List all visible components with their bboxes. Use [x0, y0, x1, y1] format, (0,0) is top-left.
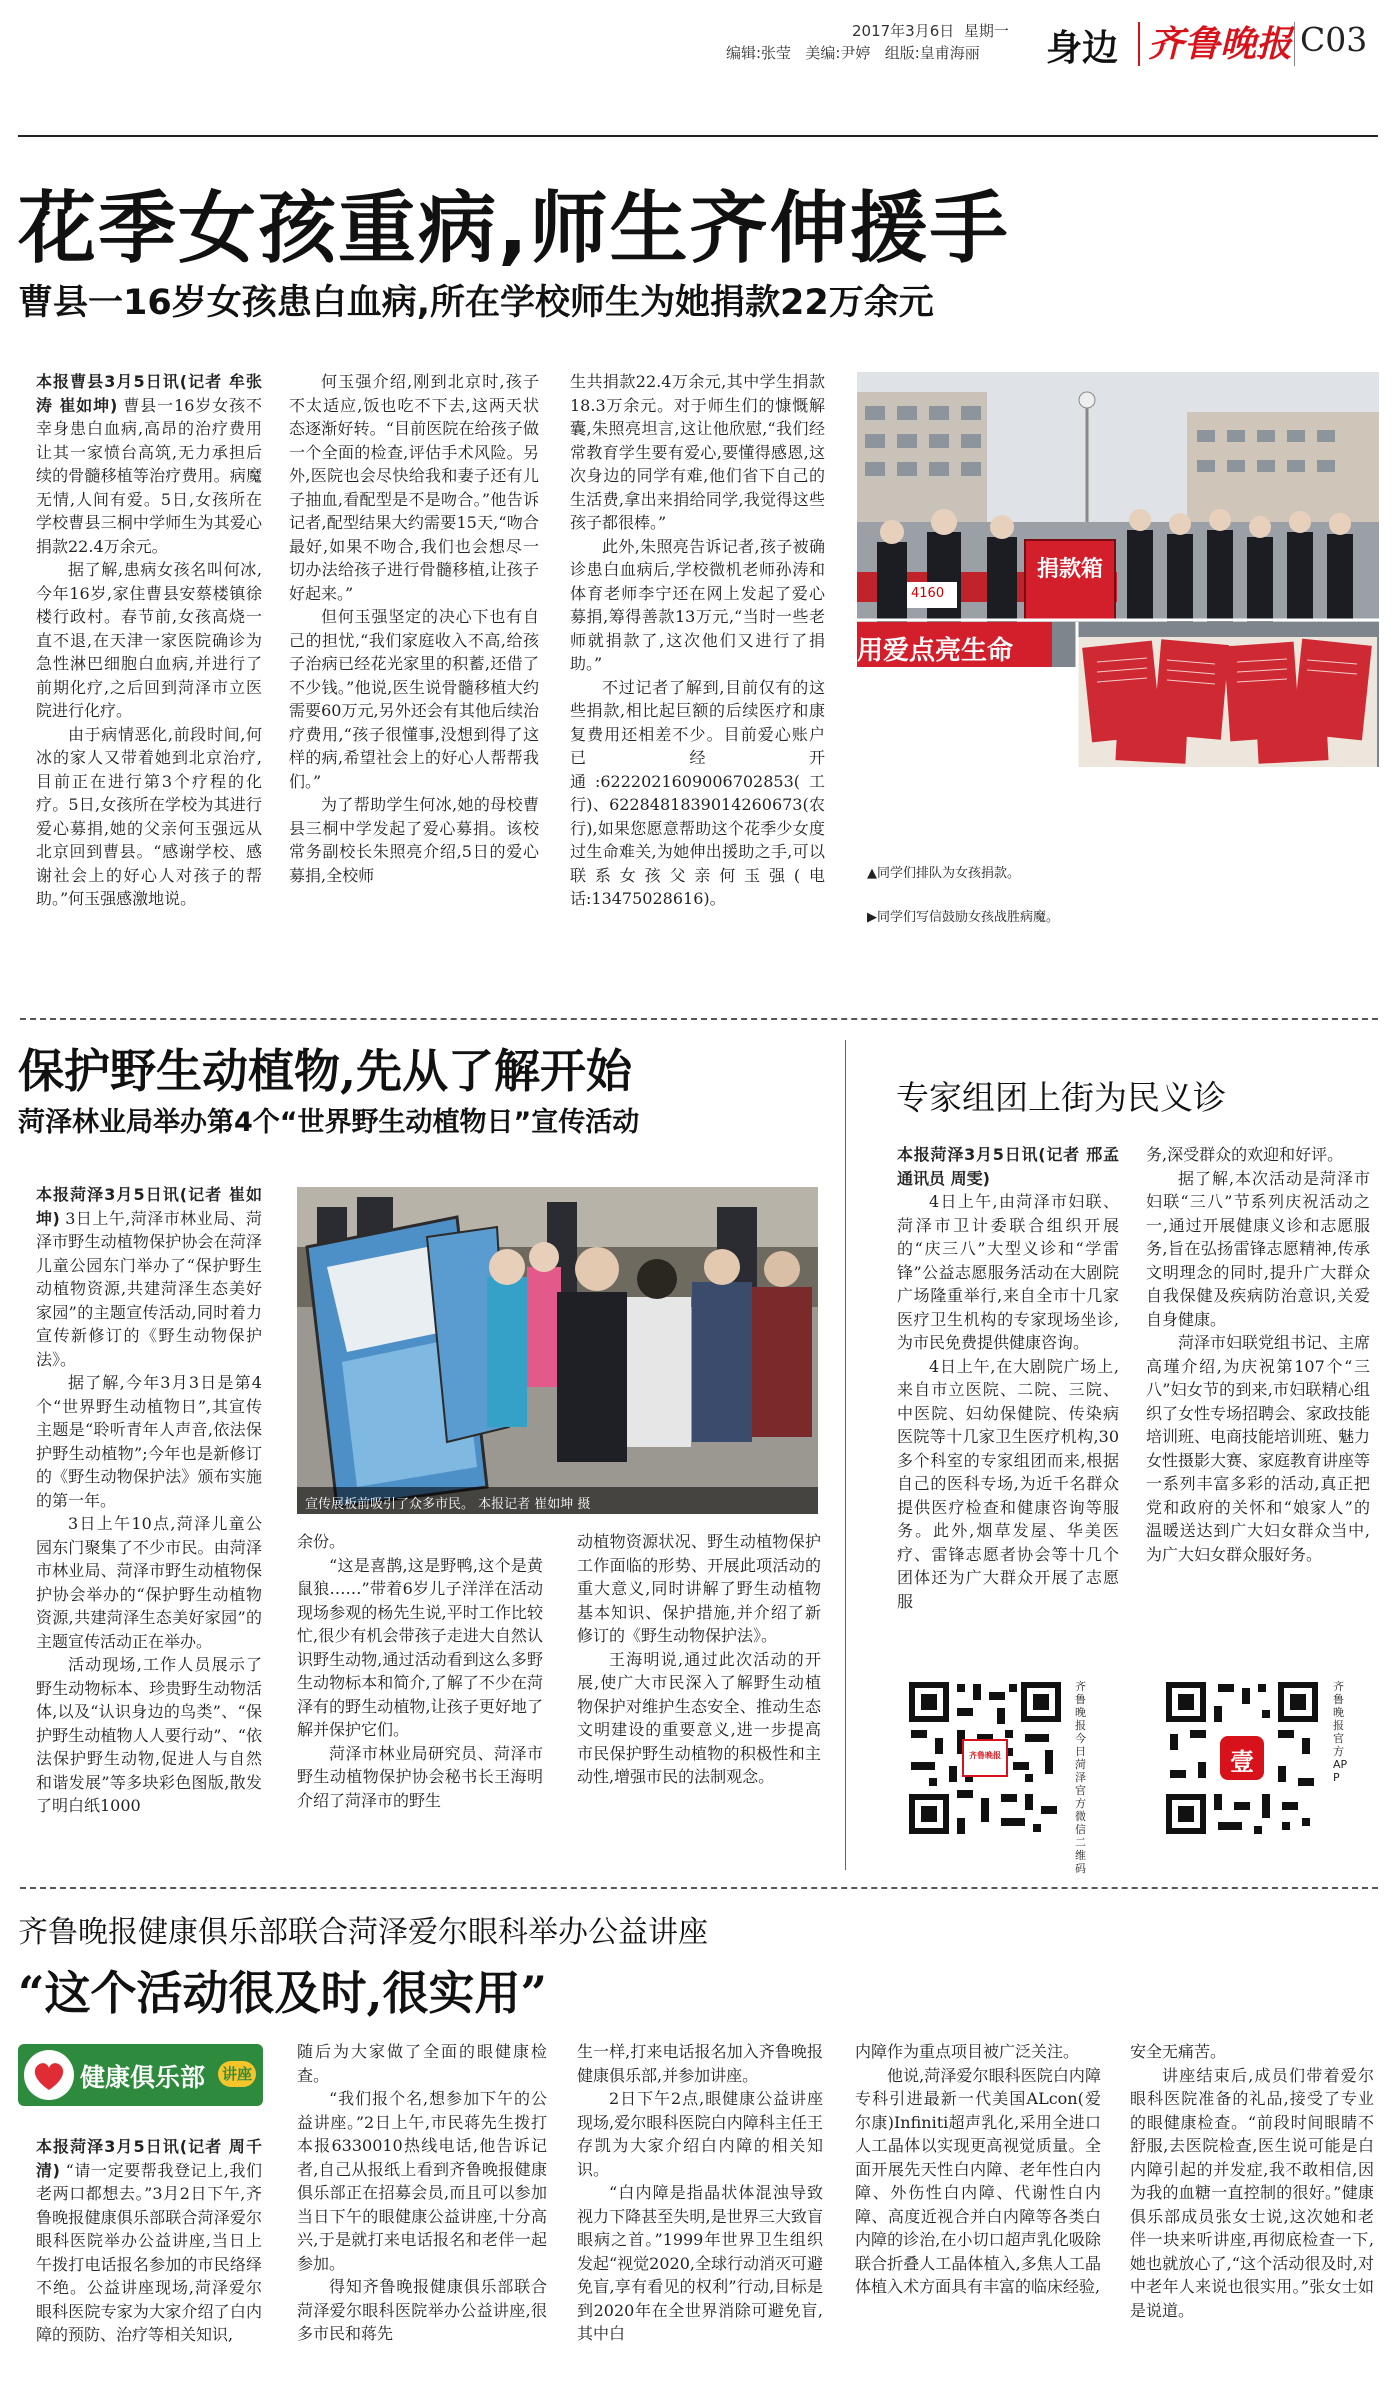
- article4-kicker: 齐鲁晚报健康俱乐部联合菏泽爱尔眼科举办公益讲座: [18, 1915, 708, 1950]
- article2-headline: 保护野生动植物,先从了解开始: [18, 1044, 633, 1098]
- article2-column-2: [297, 1530, 543, 1865]
- header-divider-2: [1294, 22, 1295, 66]
- article1-text: 何玉强介绍,刚到北京时,孩子不太适应,饭也吃不下去,这两天状态逐渐好转。“目前医院在给孩子做一个全面的检查,评估手术风险。另外,医院也会尽快给我和妻子还有儿子抽血,看配型是不是吻合。”他告诉记者,配型结果大约需要15天,“吻合最好,如果不吻合,我们也会想尽一切办法给孩子进行骨髓移植,让孩子好起来。”: [289, 372, 539, 603]
- article1-column-3: [570, 370, 825, 965]
- article1-text: 此外,朱照亮告诉记者,孩子被确诊患白血病后,学校微机老师孙涛和体育老师李宁还在网上发起了爱心募捐,筹得善款13万元,“当时一些老师就捐款了,这次他们又进行了捐助。”: [570, 536, 825, 673]
- article4-text: 得知齐鲁晚报健康俱乐部联合菏泽爱尔眼科医院举办公益讲座,很多市民和蒋先: [297, 2277, 547, 2343]
- article4-text: 2日下午2点,眼健康公益讲座现场,爱尔眼科医院白内障科主任王存凯为大家介绍白内障的相关知识。: [577, 2089, 823, 2179]
- page-number: C03: [1300, 20, 1368, 59]
- wechat-qr-label: 齐鲁晚报今日菏泽官方微信二维码: [1075, 1680, 1086, 1875]
- article4-column-2: [297, 2040, 547, 2390]
- article4-headline: “这个活动很及时,很实用”: [18, 1966, 547, 2020]
- article2-text: 菏泽市林业局研究员、菏泽市野生动植物保护协会秘书长王海明介绍了菏泽市的野生: [297, 1743, 543, 1810]
- article4-column-1: [36, 2135, 262, 2390]
- article1-dateline: 本报曹县3月5日讯(记者 牟张涛 崔如坤): [36, 372, 262, 415]
- article4-text: “请一定要帮我登记上,我们老两口都想去。”3月2日下午,齐鲁晚报健康俱乐部联合菏泽爱尔眼科医院举办公益讲座,当日上午拨打电话报名参加的市民络绎不绝。公益讲座现场,菏泽爱尔眼科医院专家为大家介绍了白内障的预防、治疗等相关知识,: [36, 2160, 262, 2344]
- article4-column-4: [855, 2040, 1101, 2390]
- article4-text: 内障作为重点项目被广泛关注。: [855, 2042, 1080, 2061]
- article2-text: 余份。: [297, 1532, 346, 1551]
- heart-icon: [24, 2050, 74, 2100]
- section-divider: [20, 1887, 1378, 1889]
- article2-text: “这是喜鹊,这是野鸭,这个是黄鼠狼……”带着6岁儿子洋洋在活动现场参观的杨先生说,平时工作比较忙,很少有机会带孩子走进大自然认识野生动物,通过活动看到这么多野生动物标本和简介,了解了不少在菏泽有的野生动植物,让孩子更好地了解并保护它们。: [297, 1555, 543, 1739]
- article1-subhead: 曹县一16岁女孩患白血病,所在学校师生为她捐款22万余元: [18, 283, 934, 323]
- app-qr-code: [1162, 1678, 1322, 1838]
- section-name: 身边: [1046, 28, 1119, 69]
- date: 2017年3月6日: [852, 22, 955, 40]
- health-club-logo-text: 健康俱乐部: [80, 2063, 206, 2092]
- wildlife-photo: [297, 1187, 818, 1514]
- article3-text: 菏泽市妇联党组书记、主席高瑾介绍,为庆祝第107个“三八”妇女节的到来,市妇联精心组织了女性专场招聘会、家政技能培训班、电商技能培训班、魅力女性摄影大赛、家庭教育讲座等一系列丰富多彩的活动,真正把党和政府的关怀和“娘家人”的温暖送达到广大妇女群众当中,为广大妇女群众服好务。: [1146, 1333, 1370, 1564]
- app-qr-logo: 壹: [1230, 1748, 1254, 1776]
- weekday: 星期一: [963, 22, 1009, 40]
- header-rule: [18, 135, 1378, 137]
- article2-text: 3日上午,菏泽市林业局、菏泽市野生动植物保护协会在菏泽儿童公园东门举办了“保护野生动植物资源,共建菏泽生态美好家园”的主题宣传活动,同时着力宣传新修订的《野生动物保护法》。: [36, 1208, 262, 1369]
- article4-dateline: 本报菏泽3月5日讯(记者 周千清): [36, 2137, 262, 2180]
- article3-column-2: [1146, 1143, 1370, 1663]
- article1-text: 为了帮助学生何冰,她的母校曹县三桐中学发起了爱心募捐。该校常务副校长朱照亮介绍,5日的爱心募捐,全校师: [289, 795, 539, 885]
- section-divider: [20, 1018, 1378, 1020]
- donation-box-sign: 捐款箱: [1036, 557, 1103, 582]
- column-rule: [845, 1040, 846, 1870]
- article4-text: 他说,菏泽爱尔眼科医院白内障专科引进最新一代美国ALcon(爱尔康)Infiniti超声乳化,采用全进口人工晶体以实现更高视觉质量。全面开展先天性白内障、老年性白内障、外伤性白内障、代谢性白内障、高度近视合并白内障等各类白内障的诊治,在小切口超声乳化吸除联合折叠人工晶体植入,多焦人工晶体植入术方面具有丰富的临床经验,: [855, 2065, 1101, 2296]
- article1-headline: 花季女孩重病,师生齐伸援手: [18, 184, 1010, 274]
- article2-dateline: 本报菏泽3月5日讯(记者 崔如坤): [36, 1185, 262, 1228]
- paper-logo: 齐鲁晚报: [1148, 23, 1293, 65]
- article2-column-3: [577, 1530, 821, 1865]
- article2-column-1: [36, 1183, 262, 1863]
- wildlife-photo-caption: 宣传展板前吸引了众多市民。 本报记者 崔如坤 摄: [305, 1497, 591, 1512]
- article1-column-2: [289, 370, 539, 965]
- issue-date: [852, 20, 1009, 41]
- article3-text: 4日上午,由菏泽市妇联、菏泽市卫计委联合组织开展的“庆三八”大型义诊和“学雷锋”公益志愿服务活动在大剧院广场隆重举行,来自全市十几家医疗卫生机构的专家现场坐诊,为市民免费提供健康咨询。: [897, 1192, 1119, 1352]
- donation-photo: [857, 372, 1379, 767]
- health-club-emblem: [24, 2050, 74, 2100]
- donation-banner: 用爱点亮生命: [857, 636, 1014, 666]
- editor-credits: 编辑:张莹 美编:尹婷 组版:皇甫海丽: [726, 44, 980, 62]
- article2-text: 活动现场,工作人员展示了野生动物标本、珍贵野生动物活体,以及“认识身边的鸟类”、“保护野生动植物人人要行动”、“依法保护野生动物,促进人与自然和谐发展”等多块彩色图版,散发了明白纸1000: [36, 1655, 262, 1815]
- wildlife-photo-art: [297, 1187, 818, 1514]
- article2-subhead: 菏泽林业局举办第4个“世界野生动植物日”宣传活动: [18, 1107, 640, 1138]
- article3-headline: 专家组团上街为民义诊: [896, 1078, 1226, 1117]
- article1-column-1: [36, 370, 262, 965]
- article2-text: 动植物资源状况、野生动植物保护工作面临的形势、开展此项活动的重大意义,同时讲解了野生动植物基本知识、保护措施,并介绍了新修订的《野生动物保护法》。: [577, 1532, 821, 1645]
- article4-column-5: [1130, 2040, 1374, 2390]
- article1-text: 由于病情恶化,前段时间,何冰的家人又带着她到北京治疗,目前正在进行第3个疗程的化疗。5日,女孩所在学校为其进行爱心募捐,她的父亲何玉强远从北京回到曹县。“感谢学校、感谢社会上的好心人对孩子的帮助。”何玉强感激地说。: [36, 724, 262, 908]
- article4-text: 随后为大家做了全面的眼健康检查。: [297, 2042, 547, 2085]
- article2-text: 王海明说,通过此次活动的开展,使广大市民深入了解野生动植物保护对维护生态安全、推动生态文明建设的重要意义,进一步提高市民保护野生动植物的积极性和主动性,增强市民的法制观念。: [577, 1649, 821, 1786]
- article2-text: 据了解,今年3月3日是第4个“世界野生动植物日”,其宣传主题是“聆听青年人声音,依法保护野生动植物”;今年也是新修订的《野生动物保护法》颁布实施的第一年。: [36, 1373, 262, 1510]
- donation-amount-sign: 4160: [911, 586, 945, 601]
- wechat-qr-code: [905, 1678, 1065, 1838]
- article3-text: 务,深受群众的欢迎和好评。: [1146, 1145, 1344, 1164]
- article1-text: 曹县一16岁女孩不幸身患白血病,高昂的治疗费用让其一家愤台高筑,无力承担后续的骨髓移植等治疗费用。病魔无情,人间有爱。5日,女孩所在学校曹县三桐中学师生为其爱心捐款22.4万余元。: [36, 395, 262, 556]
- article3-text: 4日上午,在大剧院广场上,来自市立医院、二院、三院、中医院、妇幼保健院、传染病医院等十几家卫生医疗机构,30多个科室的专家组团而来,根据自己的医科专场,为近千名群众提供医疗检查和健康咨询等服务。此外,烟草发屋、华美医疗、雷锋志愿者协会等十几个团体还为广大群众开展了志愿服: [897, 1356, 1119, 1611]
- app-qr-label: 齐鲁晚报官方APP: [1333, 1680, 1348, 1784]
- article3-dateline: 本报菏泽3月5日讯(记者 邢孟 通讯员 周雯): [897, 1145, 1119, 1188]
- donation-caption-1: ▲同学们排队为女孩捐款。: [867, 866, 1020, 881]
- article4-text: 生一样,打来电话报名加入齐鲁晚报健康俱乐部,并参加讲座。: [577, 2042, 823, 2085]
- header-divider: [1138, 22, 1140, 66]
- article4-column-3: [577, 2040, 823, 2390]
- article3-column-1: [897, 1143, 1119, 1663]
- article1-text: 据了解,患病女孩名叫何冰,今年16岁,家住曹县安蔡楼镇徐楼行政村。春节前,女孩高烧一直不退,在天津一家医院确诊为急性淋巴细胞白血病,并进行了前期化疗,之后回到菏泽市立医院进行化疗。: [36, 560, 262, 720]
- qr-center-logo: 齐鲁晚报: [969, 1751, 1001, 1760]
- donation-photo-art: [857, 372, 1379, 767]
- donation-caption-2: ▶同学们写信鼓励女孩战胜病魔。: [867, 910, 1059, 925]
- article1-text: 生共捐款22.4万余元,其中学生捐款18.3万余元。对于师生们的慷慨解囊,朱照亮坦言,这让他欣慰,“我们经常教育学生要有爱心,要懂得感恩,这次身边的同学有难,他们省下自己的生活费,拿出来捐给同学,我觉得这些孩子都很棒。”: [570, 372, 825, 532]
- article2-text: 3日上午10点,菏泽儿童公园东门聚集了不少市民。由菏泽市林业局、菏泽市野生动植物保护协会举办的“保护野生动植物资源,共建菏泽生态美好家园”的主题宣传活动正在举办。: [36, 1514, 262, 1651]
- article4-text: 安全无痛苦。: [1130, 2042, 1227, 2061]
- article1-text: 但何玉强坚定的决心下也有自己的担忧,“我们家庭收入不高,给孩子治病已经花光家里的积蓄,还借了不少钱。”他说,医生说骨髓移植大约需要60万元,另外还会有其他后续治疗费用,“孩子很懂事,没想到得了这样的病,希望社会上的好心人帮帮我们。”: [289, 607, 539, 791]
- article1-text: 不过记者了解到,目前仅有的这些捐款,相比起巨额的后续医疗和康复费用还相差不少。目前爱心账户已经开通:6222021609006702853(工行)、6228481839014260673(农行),如果您愿意帮助这个花季少女度过生命难关,为她伸出援助之手,可以联系女孩父亲何玉强(电话:13475028616)。: [570, 677, 825, 908]
- article4-text: “白内障是指晶状体混浊导致视力下降甚至失明,是世界三大致盲眼病之首。”1999年世界卫生组织发起“视觉2020,全球行动消灭可避免盲,享有看见的权利”行动,目标是到2020年在全世界消除可避免盲,其中白: [577, 2183, 823, 2343]
- article4-text: 讲座结束后,成员们带着爱尔眼科医院准备的礼品,接受了专业的眼健康检查。“前段时间眼睛不舒服,去医院检查,医生说可能是白内障引起的并发症,我不敢相信,因为我的血糖一直控制的很好。”健康俱乐部成员张女士说,这次她和老伴一块来听讲座,再彻底检查一下,她也就放心了,“这个活动很及时,对中老年人来说也很实用。”张女士如是说道。: [1130, 2065, 1374, 2320]
- article4-text: “我们报个名,想参加下午的公益讲座。”2日上午,市民蒋先生拨打本报6330010热线电话,他告诉记者,自己从报纸上看到齐鲁晚报健康俱乐部正在招募会员,而且可以参加当日下午的眼健康公益讲座,十分高兴,于是就打来电话报名和老伴一起参加。: [297, 2089, 547, 2273]
- article3-text: 据了解,本次活动是菏泽市妇联“三八”节系列庆祝活动之一,通过开展健康义诊和志愿服务,旨在弘扬雷锋志愿精神,传承文明理念的同时,提升广大群众自我保健及疾病防治意识,关爱自身健康。: [1146, 1168, 1370, 1329]
- health-club-logo: [18, 2044, 263, 2106]
- lecture-badge: 讲座: [218, 2061, 256, 2087]
